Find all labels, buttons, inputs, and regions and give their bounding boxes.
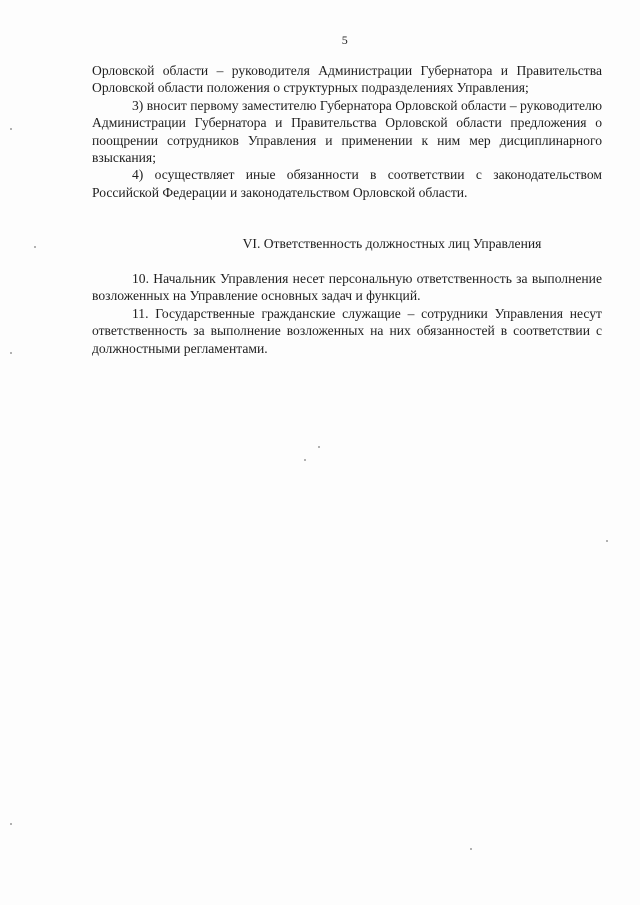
scan-speck <box>34 246 36 248</box>
responsibility-block <box>92 270 602 357</box>
paragraph-item-4: 4) осуществляет иные обязанности в соответствии с законодательством Российской Федерации и законодательством Орловской области. <box>92 167 602 200</box>
scan-speck <box>318 446 320 448</box>
scan-speck <box>470 848 472 850</box>
scan-speck <box>10 823 12 825</box>
paragraph-item-11: 11. Государственные гражданские служащие – сотрудники Управления несут ответственность за выполнение возложенных на них обязанностей в соответствии с должностными регламентами. <box>92 305 602 356</box>
scan-speck <box>10 128 12 130</box>
scan-speck <box>10 352 12 354</box>
scan-speck <box>606 540 608 542</box>
paragraph-item-10: 10. Начальник Управления несет персональную ответственность за выполнение возложенных на Управление основных задач и функций. <box>92 271 602 304</box>
section-heading: VI. Ответственность должностных лиц Управления <box>242 236 542 251</box>
paragraph-item-3: 3) вносит первому заместителю Губернатора Орловской области – руководителю Администрации Губернатора и Правительства Орловской области предложения о поощрении сотрудников Управления и применении к ним мер дисциплинарного взыскания; <box>92 97 602 166</box>
duties-continuation-block <box>92 62 602 201</box>
paragraph-regulations: Орловской области – руководителя Администрации Губернатора и Правительства Орловской области положения о структурных подразделениях Управления; <box>92 63 602 96</box>
scan-speck <box>304 459 306 461</box>
page-number: 5 <box>341 33 349 47</box>
